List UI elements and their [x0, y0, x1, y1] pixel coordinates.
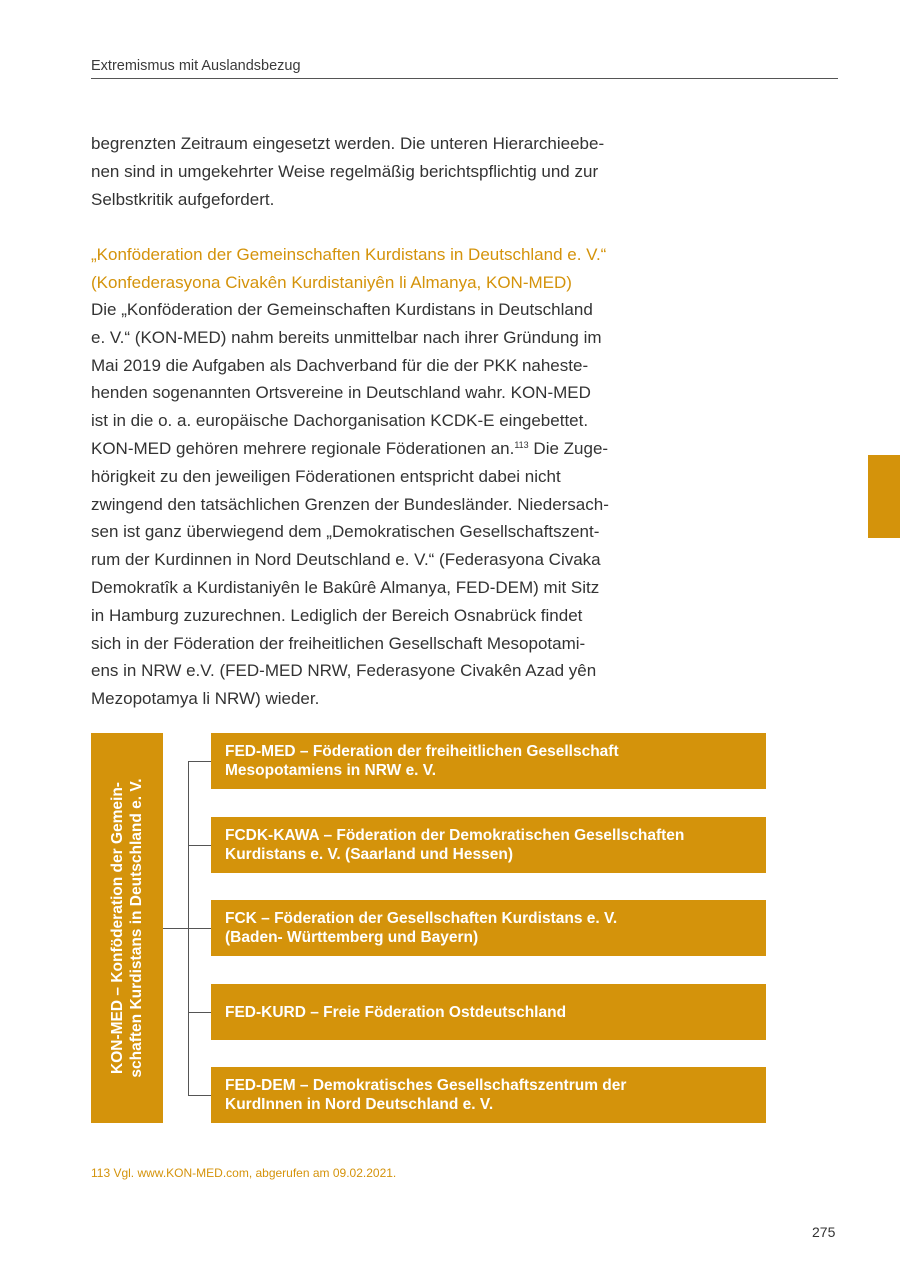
connector-root	[163, 928, 189, 929]
connector-branch	[188, 1012, 211, 1013]
org-member-box: FED-MED – Föderation der freiheitlichen Gesellschaft Mesopotamiens in NRW e. V.	[211, 733, 766, 789]
org-member-box: FCK – Föderation der Gesellschaften Kurdistans e. V. (Baden- Württemberg und Bayern)	[211, 900, 766, 956]
org-member-box: FCDK-KAWA – Föderation der Demokratischen Gesellschaften Kurdistans e. V. (Saarland und Hessen)	[211, 817, 766, 873]
paragraph-continued: begrenzten Zeitraum eingesetzt werden. Die unteren Hierarchieebe- nen sind in umgekehrter Weise regelmäßig berichtspflichtig und zur Selbstkritik aufgefordert.	[91, 134, 605, 209]
org-root-label: KON-MED – Konföderation der Gemein- schaften Kurdistans in Deutschland e. V.	[109, 778, 145, 1078]
org-member-box: FED-KURD – Freie Föderation Ostdeutschland	[211, 984, 766, 1040]
connector-branch	[188, 1095, 211, 1096]
running-header: Extremismus mit Auslandsbezug	[91, 58, 838, 79]
footnote: 113 Vgl. www.KON-MED.com, abgerufen am 09.02.2021.	[91, 1166, 397, 1180]
connector-branch	[188, 928, 211, 929]
chapter-tab-marker	[868, 455, 900, 538]
paragraph-kon-med: Die „Konföderation der Gemeinschaften Kurdistans in Deutschland e. V.“ (KON-MED) nahm bereits unmittelbar nach ihrer Gründung im Mai 2019 die Aufgaben als Dachverband für die der PKK naheste- henden sogenannten Ortsvereine in Deutschland wahr. KON-MED ist in die o. a. europäische Dachorganisation KCDK-E eingebettet. KON-MED gehören mehrere regionale Föderationen an.$^{113}$ Die Zuge- hörigkeit zu den jeweiligen Föderationen entspricht dabei nicht zwingend den tatsächlichen Grenzen der Bundesländer. Niedersach- sen ist ganz überwiegend dem „Demokratischen Gesellschaftszent- rum der Kurdinnen in Nord Deutschland e. V.“ (Federasyona Civaka Demokratîk a Kurdistaniyên le Bakûrê Almanya, FED-DEM) mit Sitz in Hamburg zuzurechnen. Lediglich der Bereich Osnabrück findet sich in der Föderation der freiheitlichen Gesellschaft Mesopotami- ens in NRW e.V. (FED-MED NRW, Federasyone Civakên Azad yên Mezopotamya li NRW) wieder.	[91, 300, 609, 709]
connector-branch	[188, 845, 211, 846]
section-heading: „Konföderation der Gemeinschaften Kurdistans in Deutschland e. V.“ (Konfederasyona Civakên Kurdistaniyên li Almanya, KON-MED)	[91, 245, 607, 292]
org-root-box	[91, 733, 163, 1123]
footnote-ref[interactable]: 113	[514, 439, 529, 450]
connector-branch	[188, 761, 211, 762]
page-number: 275	[812, 1224, 836, 1240]
org-member-box: FED-DEM – Demokratisches Gesellschaftszentrum der KurdInnen in Nord Deutschland e. V.	[211, 1067, 766, 1123]
